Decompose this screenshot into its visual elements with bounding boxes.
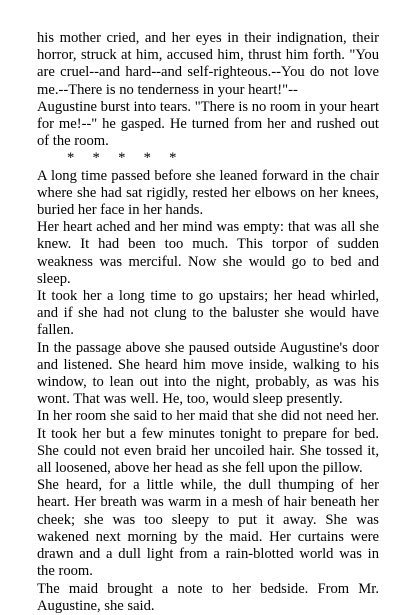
paragraph: Augustine burst into tears. "There is no room in your heart for me!--" he gasped. He turned from her and rushed out of the room. <box>37 98 379 150</box>
page-text <box>37 30 379 615</box>
paragraph: In her room she said to her maid that she did not need her. It took her but a few minutes tonight to prepare for bed. She could not even braid her uncoiled hair. She tossed it, all loosened, above her head as she fell upon the pillow. <box>37 408 379 477</box>
paragraph: Her heart ached and her mind was empty: that was all she knew. It had been too much. This torpor of sudden weakness was merciful. Now she would go to bed and sleep. <box>37 219 379 287</box>
paragraph: She heard, for a little while, the dull thumping of her heart. Her breath was warm in a mesh of hair beneath her cheek; she was too sleepy to put it away. She was wakened next morning by the maid. Her curtains were drawn and a dull light from a rain-blotted world was in the room. <box>37 477 379 580</box>
paragraph: In the passage above she paused outside Augustine's door and listened. She heard him move inside, walking to his window, to lean out into the night, probably, as was his wont. That was well. He, too, would sleep presently. <box>37 339 379 408</box>
paragraph: It took her a long time to go upstairs; her head whirled, and if she had not clung to the baluster she would have fallen. <box>37 288 379 339</box>
paragraph: A long time passed before she leaned forward in the chair where she had sat rigidly, rested her elbows on her knees, buried her face in her hands. <box>37 167 379 219</box>
paragraph: The maid brought a note to her bedside. From Mr. Augustine, she said. <box>37 580 379 614</box>
paragraph: his mother cried, and her eyes in their indignation, their horror, struck at him, accused him, thrust him forth. "You are cruel--and hard--and self-righteous.--You do not love me.--There is no tenderness in your heart!"-- <box>37 30 379 98</box>
section-separator: * * * * * <box>67 150 177 167</box>
